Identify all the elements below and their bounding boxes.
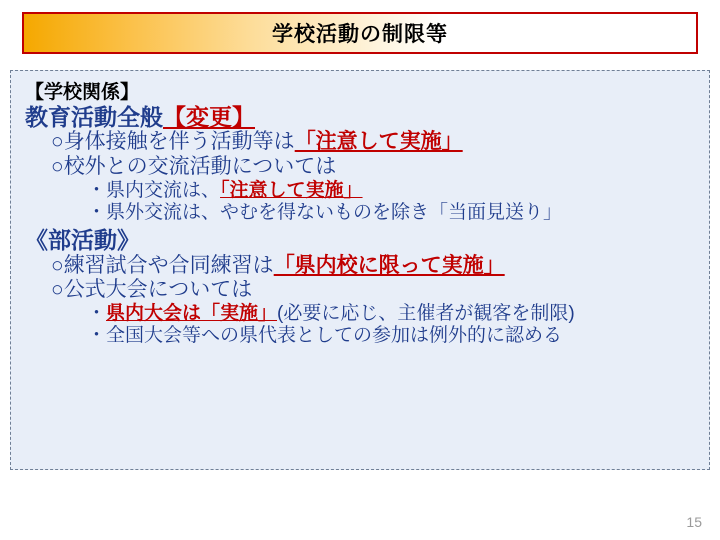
list-item xyxy=(25,203,695,224)
list-item-emphasis: 「県内校に限って実施」 xyxy=(273,253,505,277)
page-title: 学校活動の制限等 xyxy=(272,23,448,46)
heading-general-accent: 【変更】 xyxy=(163,103,255,130)
bullet-marker: ○ xyxy=(51,253,64,277)
list-item-text: 県内交流は、 xyxy=(106,179,221,201)
list-item xyxy=(25,156,695,179)
bullet-marker: ○ xyxy=(51,278,64,302)
list-item-text: 練習試合や合同練習は xyxy=(63,253,274,277)
heading-club-activities: 《部活動》 xyxy=(25,226,140,253)
list-item xyxy=(25,131,695,154)
list-item-emphasis: 「注意して実施」 xyxy=(220,179,363,201)
bullet-marker: ・ xyxy=(87,179,107,201)
list-item-text: (必要に応じ、主催者が観客を制限) xyxy=(277,302,575,324)
list-item xyxy=(25,255,695,278)
list-item-text: 公式大会については xyxy=(63,278,253,302)
list-item-text: 校外との交流活動については xyxy=(63,155,337,179)
slide-content-box xyxy=(10,70,710,470)
slide-title-banner xyxy=(22,12,698,54)
bullet-marker: ・ xyxy=(87,302,107,324)
bullet-marker: ○ xyxy=(51,155,64,179)
heading-general-activities xyxy=(25,105,695,130)
list-item-text: 全国大会等への県代表としての参加は例外的に認める xyxy=(106,325,563,347)
list-item xyxy=(25,326,695,347)
bullet-marker: ・ xyxy=(87,202,107,224)
list-item-text: 県外交流は、やむを得ないものを除き「当面見送り」 xyxy=(106,202,563,224)
section-label-school: 【学校関係】 xyxy=(25,82,140,103)
page-number: 15 xyxy=(686,514,702,530)
list-item-emphasis: 「注意して実施」 xyxy=(294,130,463,154)
bullet-marker: ○ xyxy=(51,130,64,154)
list-item xyxy=(25,304,695,325)
list-item-emphasis: 県内大会は「実施」 xyxy=(106,302,278,324)
bullet-marker: ・ xyxy=(87,325,107,347)
list-item-text: 身体接触を伴う活動等は xyxy=(63,130,295,154)
heading-general-main: 教育活動全般 xyxy=(25,103,163,130)
list-item xyxy=(25,279,695,302)
list-item xyxy=(25,181,695,202)
